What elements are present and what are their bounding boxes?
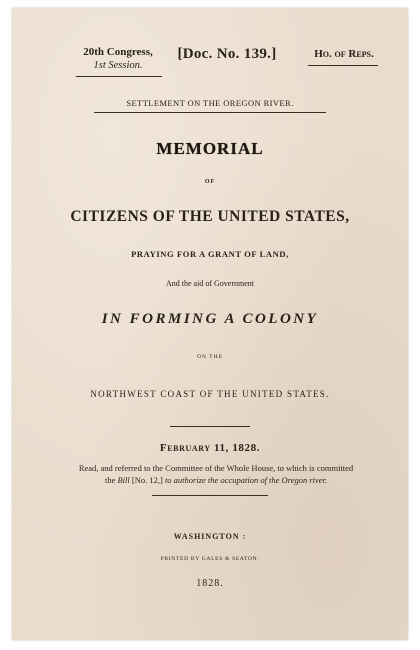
imprint-year: 1828. [196,578,224,589]
aid-line: And the aid of Government [166,279,254,288]
referral-bill-number: [No. 12,] [129,475,165,485]
congress-label: 20th Congress, [83,46,153,58]
forming-colony-heading: IN FORMING A COLONY [101,311,319,327]
on-the-label: ON THE [197,354,223,360]
citizens-heading: CITIZENS OF THE UNITED STATES, [70,208,350,225]
referral-main: Read, and referred to the Committee of the Whole House, to which is committed the [78,463,354,485]
imprint-place: WASHINGTON : [173,532,247,541]
imprint-printer: PRINTED BY GALES & SEATON. [160,556,260,562]
document-number: [Doc. No. 139.] [177,46,277,62]
document-page [12,8,408,640]
session-label: 1st Session. [93,60,143,71]
date-line: February 11, 1828. [159,442,261,454]
northwest-coast-heading: NORTHWEST COAST OF THE UNITED STATES. [90,389,330,399]
subject-heading: SETTLEMENT ON THE OREGON RIVER. [126,98,294,108]
referral-text [76,462,356,486]
referral-bill: Bill [117,475,130,485]
praying-heading: PRAYING FOR A GRANT OF LAND, [131,249,289,259]
date-rule-top [170,426,250,427]
house-underline [308,65,378,66]
of-label: OF [204,179,216,185]
congress-session [68,46,168,72]
house-label: Ho. of Reps. [314,48,374,60]
congress-underline [76,76,162,77]
subject-rule [94,112,326,113]
referral-bill-title: to authorize the occupation of the Oregon river. [164,475,328,485]
memorial-title: MEMORIAL [156,139,264,158]
referral-rule [152,495,268,496]
